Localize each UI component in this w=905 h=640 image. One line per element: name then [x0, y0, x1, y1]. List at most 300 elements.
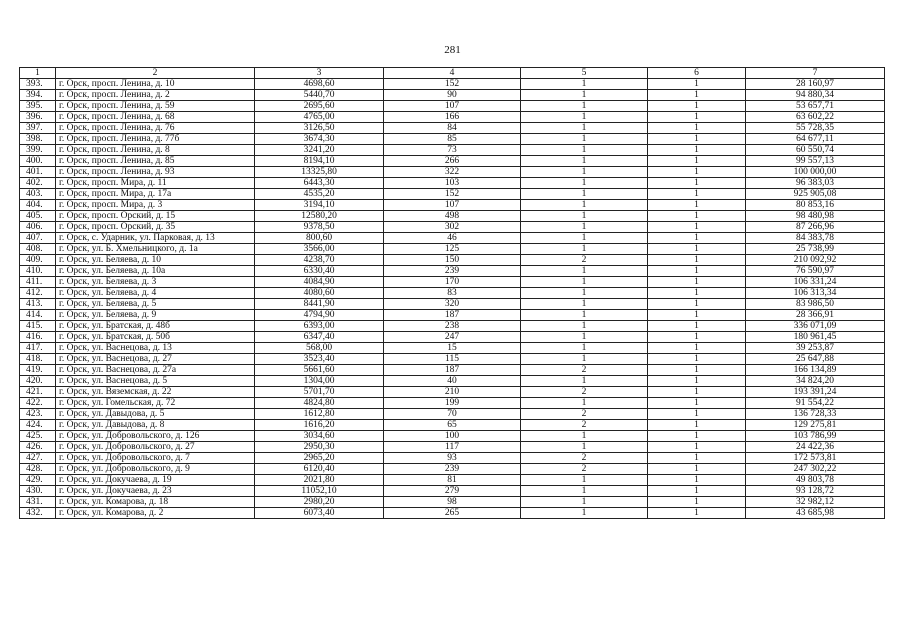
col4-cell: 266: [384, 156, 521, 167]
column-header: 4: [384, 68, 521, 79]
area-cell: 5701,70: [255, 387, 384, 398]
col5-cell: 2: [521, 453, 648, 464]
amount-cell: 103 786,99: [746, 431, 885, 442]
row-number-cell: 420.: [20, 376, 56, 387]
table-row: [20, 255, 885, 266]
col5-cell: 1: [521, 156, 648, 167]
row-number-cell: 407.: [20, 233, 56, 244]
col5-cell: 1: [521, 277, 648, 288]
amount-cell: 336 071,09: [746, 321, 885, 332]
table-row: [20, 112, 885, 123]
table-row: [20, 387, 885, 398]
col4-cell: 85: [384, 134, 521, 145]
col6-cell: 1: [648, 156, 746, 167]
row-number-cell: 397.: [20, 123, 56, 134]
table-row: [20, 497, 885, 508]
table-row: [20, 123, 885, 134]
col6-cell: 1: [648, 310, 746, 321]
col4-cell: 152: [384, 189, 521, 200]
row-number-cell: 414.: [20, 310, 56, 321]
col6-cell: 1: [648, 288, 746, 299]
area-cell: 3566,00: [255, 244, 384, 255]
col6-cell: 1: [648, 442, 746, 453]
col4-cell: 498: [384, 211, 521, 222]
col5-cell: 1: [521, 299, 648, 310]
address-cell: г. Орск, ул. Добровольского, д. 126: [56, 431, 255, 442]
row-number-cell: 431.: [20, 497, 56, 508]
table-row: [20, 299, 885, 310]
amount-cell: 193 391,24: [746, 387, 885, 398]
col4-cell: 322: [384, 167, 521, 178]
area-cell: 8194,10: [255, 156, 384, 167]
col6-cell: 1: [648, 222, 746, 233]
col5-cell: 2: [521, 387, 648, 398]
amount-cell: 84 383,78: [746, 233, 885, 244]
table-row: [20, 134, 885, 145]
table-row: [20, 277, 885, 288]
col4-cell: 247: [384, 332, 521, 343]
col6-cell: 1: [648, 398, 746, 409]
table-row: [20, 244, 885, 255]
col4-cell: 40: [384, 376, 521, 387]
row-number-cell: 413.: [20, 299, 56, 310]
row-number-cell: 426.: [20, 442, 56, 453]
col6-cell: 1: [648, 266, 746, 277]
col5-cell: 1: [521, 233, 648, 244]
table-row: [20, 79, 885, 90]
table-row: [20, 211, 885, 222]
col4-cell: 107: [384, 101, 521, 112]
table-row: [20, 145, 885, 156]
column-header-row: [20, 68, 885, 79]
address-cell: г. Орск, ул. Докучаева, д. 19: [56, 475, 255, 486]
col6-cell: 1: [648, 167, 746, 178]
address-cell: г. Орск, просп. Орский, д. 15: [56, 211, 255, 222]
area-cell: 4824,80: [255, 398, 384, 409]
col4-cell: 98: [384, 497, 521, 508]
amount-cell: 28 366,91: [746, 310, 885, 321]
col6-cell: 1: [648, 409, 746, 420]
amount-cell: 99 557,13: [746, 156, 885, 167]
table-row: [20, 354, 885, 365]
address-cell: г. Орск, ул. Б. Хмельницкого, д. 1а: [56, 244, 255, 255]
col6-cell: 1: [648, 475, 746, 486]
col4-cell: 279: [384, 486, 521, 497]
address-cell: г. Орск, просп. Мира, д. 3: [56, 200, 255, 211]
row-number-cell: 415.: [20, 321, 56, 332]
col6-cell: 1: [648, 123, 746, 134]
col5-cell: 1: [521, 266, 648, 277]
col4-cell: 170: [384, 277, 521, 288]
amount-cell: 93 128,72: [746, 486, 885, 497]
col5-cell: 1: [521, 354, 648, 365]
amount-cell: 106 331,24: [746, 277, 885, 288]
col6-cell: 1: [648, 134, 746, 145]
amount-cell: 210 092,92: [746, 255, 885, 266]
col5-cell: 1: [521, 486, 648, 497]
address-cell: г. Орск, ул. Беляева, д. 5: [56, 299, 255, 310]
col4-cell: 83: [384, 288, 521, 299]
row-number-cell: 394.: [20, 90, 56, 101]
area-cell: 8441,90: [255, 299, 384, 310]
amount-cell: 136 728,33: [746, 409, 885, 420]
col4-cell: 115: [384, 354, 521, 365]
amount-cell: 129 275,81: [746, 420, 885, 431]
address-cell: г. Орск, ул. Докучаева, д. 23: [56, 486, 255, 497]
col5-cell: 1: [521, 134, 648, 145]
col5-cell: 1: [521, 178, 648, 189]
amount-cell: 34 824,20: [746, 376, 885, 387]
address-cell: г. Орск, ул. Братская, д. 50б: [56, 332, 255, 343]
col4-cell: 100: [384, 431, 521, 442]
col4-cell: 210: [384, 387, 521, 398]
col6-cell: 1: [648, 332, 746, 343]
row-number-cell: 410.: [20, 266, 56, 277]
area-cell: 5661,60: [255, 365, 384, 376]
col6-cell: 1: [648, 453, 746, 464]
col6-cell: 1: [648, 112, 746, 123]
amount-cell: 87 266,96: [746, 222, 885, 233]
col4-cell: 103: [384, 178, 521, 189]
col4-cell: 73: [384, 145, 521, 156]
area-cell: 3034,60: [255, 431, 384, 442]
col4-cell: 302: [384, 222, 521, 233]
row-number-cell: 432.: [20, 508, 56, 519]
column-header: 5: [521, 68, 648, 79]
column-header: 7: [746, 68, 885, 79]
row-number-cell: 416.: [20, 332, 56, 343]
address-cell: г. Орск, с. Ударник, ул. Парковая, д. 13: [56, 233, 255, 244]
col5-cell: 1: [521, 211, 648, 222]
col6-cell: 1: [648, 365, 746, 376]
col5-cell: 1: [521, 475, 648, 486]
col5-cell: 1: [521, 376, 648, 387]
area-cell: 1612,80: [255, 409, 384, 420]
col5-cell: 1: [521, 222, 648, 233]
col6-cell: 1: [648, 464, 746, 475]
col4-cell: 93: [384, 453, 521, 464]
row-number-cell: 418.: [20, 354, 56, 365]
table-row: [20, 222, 885, 233]
col6-cell: 1: [648, 145, 746, 156]
area-cell: 6073,40: [255, 508, 384, 519]
row-number-cell: 417.: [20, 343, 56, 354]
col6-cell: 1: [648, 79, 746, 90]
table-row: [20, 343, 885, 354]
area-cell: 2021,80: [255, 475, 384, 486]
amount-cell: 80 853,16: [746, 200, 885, 211]
col4-cell: 199: [384, 398, 521, 409]
amount-cell: 91 554,22: [746, 398, 885, 409]
address-cell: г. Орск, ул. Васнецова, д. 27: [56, 354, 255, 365]
col6-cell: 1: [648, 189, 746, 200]
row-number-cell: 404.: [20, 200, 56, 211]
registry-table-body: [20, 68, 885, 519]
row-number-cell: 398.: [20, 134, 56, 145]
col4-cell: 84: [384, 123, 521, 134]
col6-cell: 1: [648, 497, 746, 508]
amount-cell: 247 302,22: [746, 464, 885, 475]
col6-cell: 1: [648, 101, 746, 112]
amount-cell: 60 550,74: [746, 145, 885, 156]
area-cell: 3523,40: [255, 354, 384, 365]
col4-cell: 150: [384, 255, 521, 266]
col6-cell: 1: [648, 255, 746, 266]
col4-cell: 166: [384, 112, 521, 123]
table-row: [20, 332, 885, 343]
col4-cell: 187: [384, 310, 521, 321]
table-row: [20, 464, 885, 475]
table-row: [20, 376, 885, 387]
row-number-cell: 421.: [20, 387, 56, 398]
table-row: [20, 508, 885, 519]
address-cell: г. Орск, ул. Беляева, д. 10а: [56, 266, 255, 277]
row-number-cell: 427.: [20, 453, 56, 464]
area-cell: 4238,70: [255, 255, 384, 266]
table-row: [20, 233, 885, 244]
col4-cell: 265: [384, 508, 521, 519]
row-number-cell: 408.: [20, 244, 56, 255]
address-cell: г. Орск, просп. Ленина, д. 85: [56, 156, 255, 167]
row-number-cell: 419.: [20, 365, 56, 376]
amount-cell: 100 000,00: [746, 167, 885, 178]
row-number-cell: 395.: [20, 101, 56, 112]
address-cell: г. Орск, ул. Васнецова, д. 5: [56, 376, 255, 387]
area-cell: 3674,30: [255, 134, 384, 145]
address-cell: г. Орск, просп. Ленина, д. 77б: [56, 134, 255, 145]
address-cell: г. Орск, просп. Мира, д. 11: [56, 178, 255, 189]
amount-cell: 94 880,34: [746, 90, 885, 101]
col6-cell: 1: [648, 508, 746, 519]
column-header: 6: [648, 68, 746, 79]
table-row: [20, 409, 885, 420]
address-cell: г. Орск, просп. Орский, д. 35: [56, 222, 255, 233]
table-row: [20, 420, 885, 431]
registry-table: [19, 67, 885, 519]
col6-cell: 1: [648, 178, 746, 189]
col5-cell: 1: [521, 189, 648, 200]
col6-cell: 1: [648, 211, 746, 222]
area-cell: 4765,00: [255, 112, 384, 123]
table-row: [20, 189, 885, 200]
area-cell: 11052,10: [255, 486, 384, 497]
amount-cell: 76 590,97: [746, 266, 885, 277]
row-number-cell: 409.: [20, 255, 56, 266]
amount-cell: 32 982,12: [746, 497, 885, 508]
col5-cell: 1: [521, 79, 648, 90]
address-cell: г. Орск, ул. Беляева, д. 10: [56, 255, 255, 266]
col6-cell: 1: [648, 244, 746, 255]
col5-cell: 1: [521, 343, 648, 354]
table-row: [20, 398, 885, 409]
address-cell: г. Орск, просп. Ленина, д. 68: [56, 112, 255, 123]
col4-cell: 320: [384, 299, 521, 310]
table-row: [20, 288, 885, 299]
area-cell: 4794,90: [255, 310, 384, 321]
col5-cell: 1: [521, 431, 648, 442]
amount-cell: 39 253,87: [746, 343, 885, 354]
address-cell: г. Орск, ул. Беляева, д. 4: [56, 288, 255, 299]
col5-cell: 2: [521, 464, 648, 475]
address-cell: г. Орск, ул. Давыдова, д. 8: [56, 420, 255, 431]
amount-cell: 172 573,81: [746, 453, 885, 464]
col5-cell: 1: [521, 288, 648, 299]
address-cell: г. Орск, ул. Добровольского, д. 9: [56, 464, 255, 475]
area-cell: 3126,50: [255, 123, 384, 134]
col5-cell: 1: [521, 200, 648, 211]
row-number-cell: 401.: [20, 167, 56, 178]
col6-cell: 1: [648, 376, 746, 387]
row-number-cell: 428.: [20, 464, 56, 475]
address-cell: г. Орск, ул. Комарова, д. 18: [56, 497, 255, 508]
amount-cell: 25 647,88: [746, 354, 885, 365]
col6-cell: 1: [648, 387, 746, 398]
column-header: 3: [255, 68, 384, 79]
table-row: [20, 321, 885, 332]
area-cell: 9378,50: [255, 222, 384, 233]
area-cell: 568,00: [255, 343, 384, 354]
col5-cell: 1: [521, 398, 648, 409]
address-cell: г. Орск, ул. Вяземская, д. 22: [56, 387, 255, 398]
area-cell: 6393,00: [255, 321, 384, 332]
row-number-cell: 396.: [20, 112, 56, 123]
row-number-cell: 429.: [20, 475, 56, 486]
row-number-cell: 424.: [20, 420, 56, 431]
area-cell: 4080,60: [255, 288, 384, 299]
area-cell: 4535,20: [255, 189, 384, 200]
area-cell: 6120,40: [255, 464, 384, 475]
col6-cell: 1: [648, 343, 746, 354]
amount-cell: 43 685,98: [746, 508, 885, 519]
address-cell: г. Орск, ул. Беляева, д. 3: [56, 277, 255, 288]
address-cell: г. Орск, ул. Комарова, д. 2: [56, 508, 255, 519]
col5-cell: 1: [521, 244, 648, 255]
amount-cell: 55 728,35: [746, 123, 885, 134]
col5-cell: 1: [521, 101, 648, 112]
row-number-cell: 422.: [20, 398, 56, 409]
col4-cell: 187: [384, 365, 521, 376]
row-number-cell: 423.: [20, 409, 56, 420]
amount-cell: 925 905,08: [746, 189, 885, 200]
col6-cell: 1: [648, 233, 746, 244]
col5-cell: 1: [521, 145, 648, 156]
col6-cell: 1: [648, 420, 746, 431]
amount-cell: 24 422,36: [746, 442, 885, 453]
table-row: [20, 365, 885, 376]
col6-cell: 1: [648, 321, 746, 332]
area-cell: 1616,20: [255, 420, 384, 431]
area-cell: 2695,60: [255, 101, 384, 112]
amount-cell: 83 986,50: [746, 299, 885, 310]
address-cell: г. Орск, ул. Братская, д. 48б: [56, 321, 255, 332]
table-row: [20, 167, 885, 178]
col6-cell: 1: [648, 431, 746, 442]
col5-cell: 2: [521, 365, 648, 376]
col6-cell: 1: [648, 299, 746, 310]
col4-cell: 70: [384, 409, 521, 420]
area-cell: 3194,10: [255, 200, 384, 211]
address-cell: г. Орск, просп. Ленина, д. 8: [56, 145, 255, 156]
col5-cell: 1: [521, 90, 648, 101]
row-number-cell: 405.: [20, 211, 56, 222]
area-cell: 2980,20: [255, 497, 384, 508]
area-cell: 4698,60: [255, 79, 384, 90]
col4-cell: 15: [384, 343, 521, 354]
column-header: 2: [56, 68, 255, 79]
col5-cell: 1: [521, 497, 648, 508]
area-cell: 13325,80: [255, 167, 384, 178]
amount-cell: 25 738,99: [746, 244, 885, 255]
area-cell: 2950,30: [255, 442, 384, 453]
col5-cell: 1: [521, 112, 648, 123]
amount-cell: 166 134,89: [746, 365, 885, 376]
amount-cell: 106 313,34: [746, 288, 885, 299]
row-number-cell: 402.: [20, 178, 56, 189]
col5-cell: 1: [521, 123, 648, 134]
col4-cell: 152: [384, 79, 521, 90]
table-row: [20, 178, 885, 189]
col5-cell: 1: [521, 442, 648, 453]
table-row: [20, 310, 885, 321]
table-row: [20, 90, 885, 101]
col6-cell: 1: [648, 486, 746, 497]
address-cell: г. Орск, просп. Ленина, д. 76: [56, 123, 255, 134]
table-row: [20, 266, 885, 277]
row-number-cell: 399.: [20, 145, 56, 156]
row-number-cell: 430.: [20, 486, 56, 497]
row-number-cell: 411.: [20, 277, 56, 288]
row-number-cell: 393.: [20, 79, 56, 90]
address-cell: г. Орск, ул. Добровольского, д. 27: [56, 442, 255, 453]
address-cell: г. Орск, ул. Васнецова, д. 27а: [56, 365, 255, 376]
table-row: [20, 431, 885, 442]
area-cell: 4084,90: [255, 277, 384, 288]
area-cell: 6347,40: [255, 332, 384, 343]
address-cell: г. Орск, ул. Васнецова, д. 13: [56, 343, 255, 354]
col5-cell: 2: [521, 255, 648, 266]
col4-cell: 239: [384, 464, 521, 475]
column-header: 1: [20, 68, 56, 79]
col5-cell: 1: [521, 167, 648, 178]
col5-cell: 1: [521, 508, 648, 519]
area-cell: 12580,20: [255, 211, 384, 222]
table-row: [20, 156, 885, 167]
col4-cell: 125: [384, 244, 521, 255]
col5-cell: 1: [521, 310, 648, 321]
row-number-cell: 425.: [20, 431, 56, 442]
amount-cell: 63 602,22: [746, 112, 885, 123]
amount-cell: 96 383,03: [746, 178, 885, 189]
address-cell: г. Орск, ул. Гомельская, д. 72: [56, 398, 255, 409]
col6-cell: 1: [648, 200, 746, 211]
table-row: [20, 475, 885, 486]
col5-cell: 2: [521, 420, 648, 431]
amount-cell: 49 803,78: [746, 475, 885, 486]
area-cell: 800,60: [255, 233, 384, 244]
area-cell: 5440,70: [255, 90, 384, 101]
col4-cell: 238: [384, 321, 521, 332]
col4-cell: 107: [384, 200, 521, 211]
col5-cell: 1: [521, 321, 648, 332]
area-cell: 6443,30: [255, 178, 384, 189]
page-number: 281: [444, 44, 461, 56]
table-row: [20, 442, 885, 453]
col6-cell: 1: [648, 277, 746, 288]
col4-cell: 81: [384, 475, 521, 486]
col4-cell: 65: [384, 420, 521, 431]
col5-cell: 1: [521, 332, 648, 343]
amount-cell: 180 961,45: [746, 332, 885, 343]
